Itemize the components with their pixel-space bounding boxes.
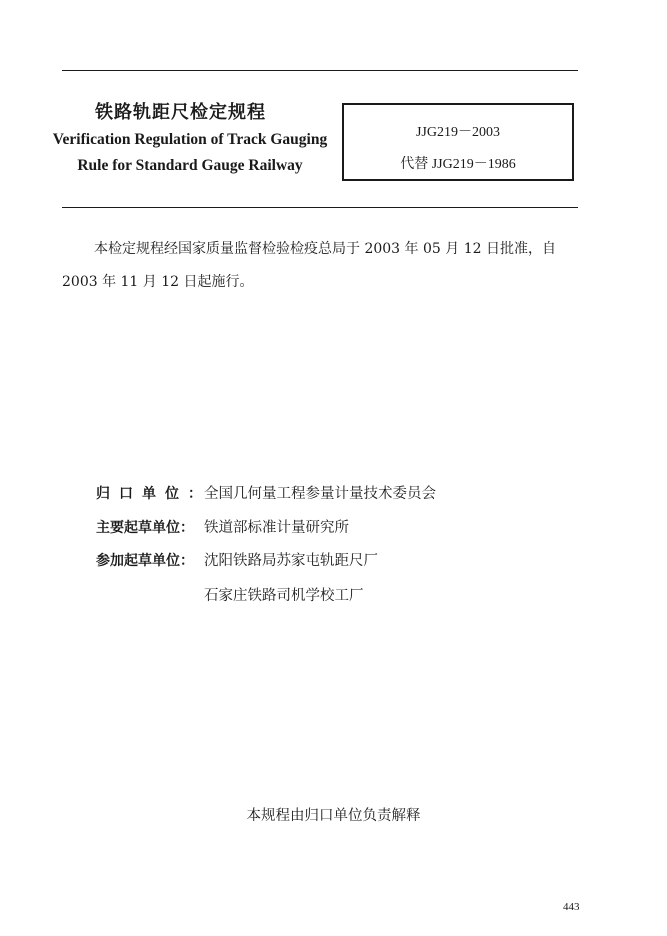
participating-unit-row — [96, 549, 378, 570]
title-english-line-1: Verification Regulation of Track Gauging — [52, 131, 328, 148]
responsible-unit-value: 全国几何量工程参量计量技术委员会 — [204, 486, 436, 502]
drafting-unit-label: 主要起草单位： — [96, 520, 194, 536]
participating-unit-label: 参加起草单位： — [96, 553, 194, 569]
drafting-unit-value: 铁道部标准计量研究所 — [204, 520, 349, 536]
bottom-rule — [62, 207, 578, 208]
approval-text-line-2: 2003 年 11 月 12 日起施行。 — [62, 274, 254, 290]
approval-text-line-1: 本检定规程经国家质量监督检验检疫总局于 2003 年 05 月 12 日批准，自 — [94, 241, 556, 257]
supersedes-code: 代替 JJG219－1986 — [400, 157, 516, 172]
drafting-unit-row — [96, 516, 349, 537]
regulation-code: JJG219－2003 — [415, 125, 500, 140]
participating-unit-value-2: 石家庄铁路司机学校工厂 — [204, 588, 364, 604]
interpretation-note: 本规程由归口单位负责解释 — [246, 808, 421, 824]
top-rule — [62, 70, 578, 71]
regulation-code-box — [342, 103, 574, 181]
responsible-unit-row — [96, 482, 436, 503]
participating-unit-value-1: 沈阳铁路局苏家屯轨距尺厂 — [204, 553, 378, 569]
title-english-line-2: Rule for Standard Gauge Railway — [77, 157, 303, 174]
responsible-unit-label: 归口单位： — [96, 486, 211, 502]
title-chinese: 铁路轨距尺检定规程 — [95, 102, 266, 123]
page-number: 443 — [563, 901, 580, 913]
